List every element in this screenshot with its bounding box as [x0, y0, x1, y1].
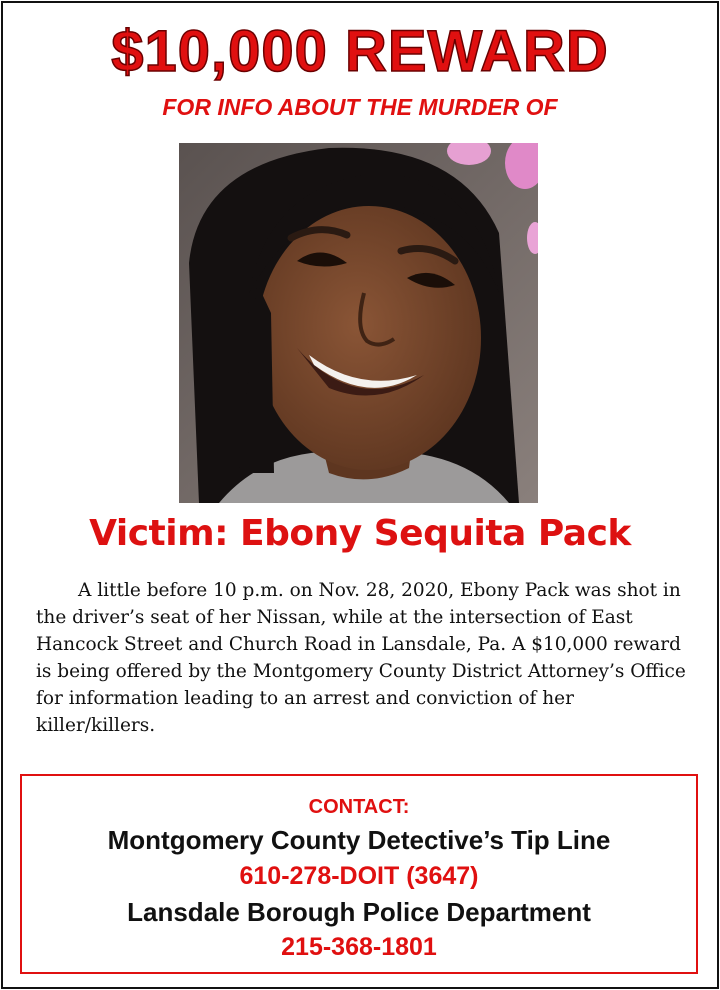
contact-label: CONTACT: — [308, 796, 410, 818]
reward-subheadline: FOR INFO ABOUT THE MURDER OF — [162, 94, 558, 120]
contact-org-tipline: Montgomery County Detective’s Tip Line — [107, 825, 611, 855]
victim-heading: Victim: Ebony Sequita Pack — [89, 513, 631, 554]
contact-phone-tipline: 610-278-DOIT (3647) — [239, 862, 479, 890]
reward-headline: $10,000 REWARD — [111, 19, 609, 84]
reward-poster — [1, 1, 719, 989]
contact-org-police: Lansdale Borough Police Department — [127, 897, 591, 927]
contact-box — [20, 774, 698, 974]
contact-phone-police: 215-368-1801 — [281, 933, 437, 961]
victim-photo — [179, 143, 538, 503]
incident-description: A little before 10 p.m. on Nov. 28, 2020, Ebony Pack was shot in the driver’s seat of her Nissan, while at the intersection of East Hancock Street and Church Road in Lansdale, Pa. A $10,000 reward is being offered by the Montgomery County District Attorney’s Office for information leading to an arrest and conviction of her killer/killers. — [36, 580, 686, 736]
